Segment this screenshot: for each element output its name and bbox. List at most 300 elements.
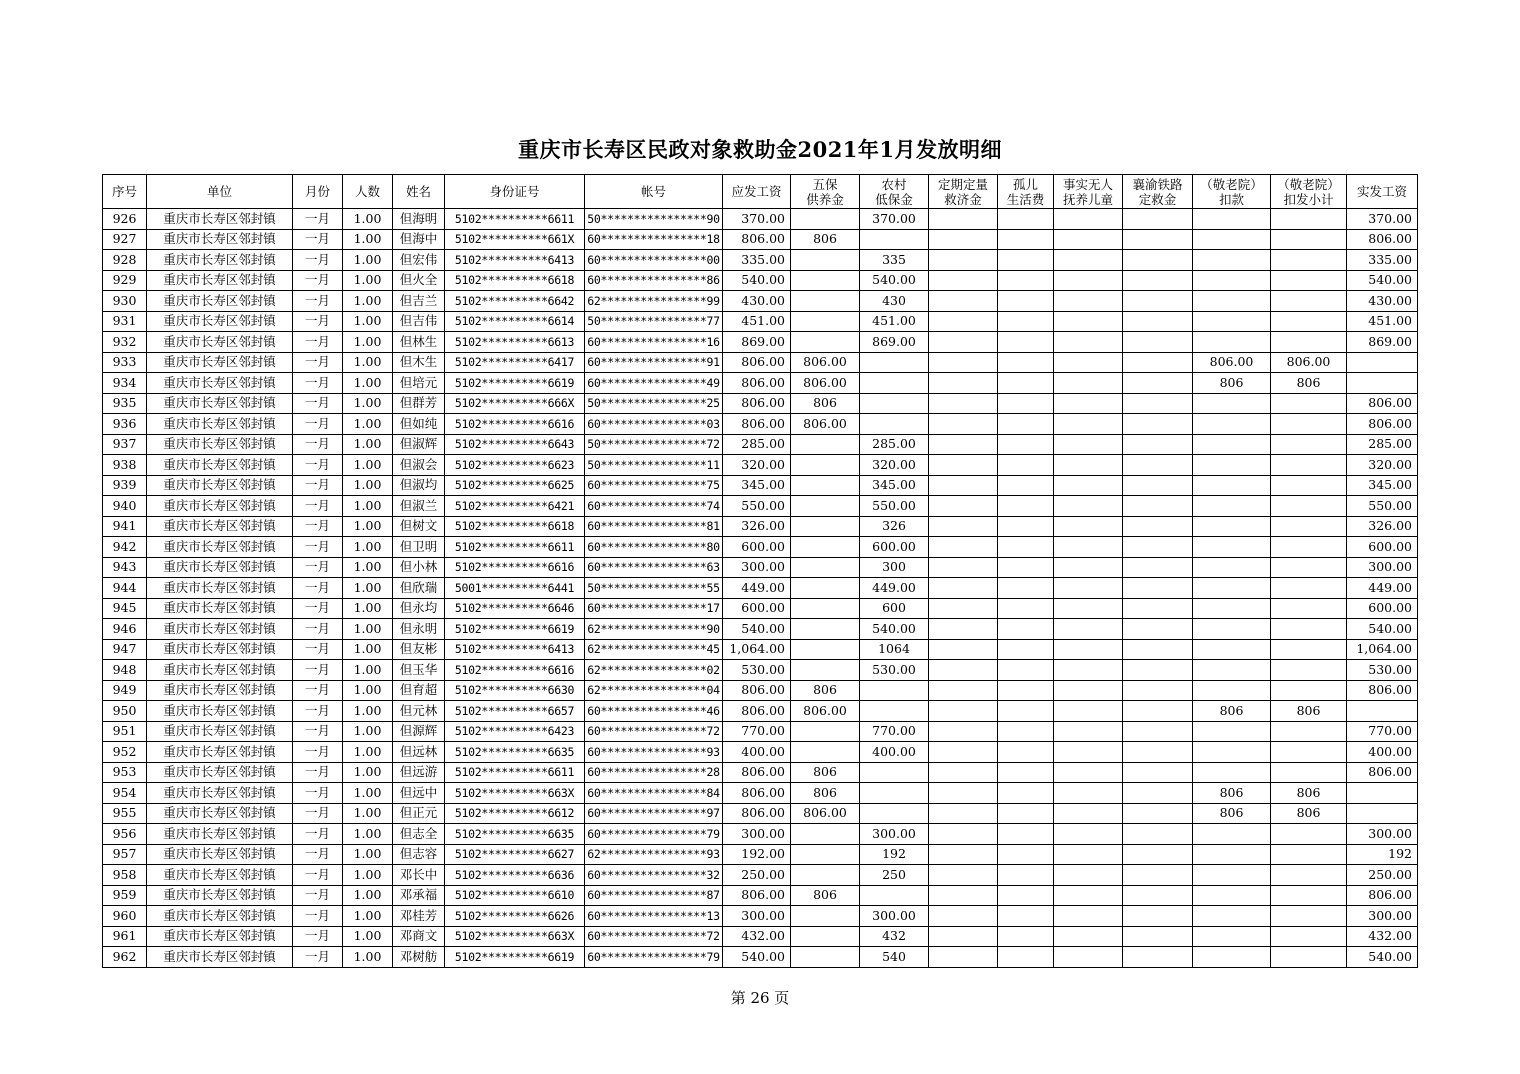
table-cell: [998, 311, 1054, 332]
table-cell: 430.00: [1347, 291, 1418, 312]
table-cell: 941: [103, 516, 147, 537]
table-cell: [998, 209, 1054, 230]
table-cell: 一月: [293, 414, 343, 435]
table-cell: [1054, 742, 1123, 763]
table-cell: 550.00: [1347, 496, 1418, 517]
table-cell: [929, 824, 998, 845]
table-cell: [1193, 865, 1271, 886]
table-cell: 1.00: [343, 598, 393, 619]
table-cell: 600.00: [1347, 537, 1418, 558]
table-cell: [998, 373, 1054, 394]
table-cell: 600.00: [723, 537, 791, 558]
table-cell: [929, 209, 998, 230]
table-cell: 806.00: [1347, 762, 1418, 783]
table-cell: [1054, 721, 1123, 742]
table-cell: [1054, 783, 1123, 804]
table-cell: [1123, 783, 1193, 804]
table-cell: 重庆市长寿区邻封镇: [147, 660, 293, 681]
table-row: [103, 824, 1418, 845]
table-cell: [998, 947, 1054, 968]
table-cell: 1.00: [343, 639, 393, 660]
table-cell: [1054, 373, 1123, 394]
table-cell: 937: [103, 434, 147, 455]
table-cell: 一月: [293, 578, 343, 599]
table-cell: [1347, 352, 1418, 373]
table-cell: [1054, 680, 1123, 701]
table-cell: [1123, 516, 1193, 537]
table-cell: [1271, 742, 1347, 763]
table-cell: 806.00: [723, 680, 791, 701]
table-cell: [1193, 475, 1271, 496]
table-cell: [1271, 721, 1347, 742]
table-cell: 1.00: [343, 250, 393, 271]
table-cell: 962: [103, 947, 147, 968]
column-header: 应发工资: [723, 175, 791, 209]
table-cell: [998, 455, 1054, 476]
table-cell: 重庆市长寿区邻封镇: [147, 762, 293, 783]
table-cell: 869.00: [1347, 332, 1418, 353]
table-cell: 806.00: [723, 393, 791, 414]
table-cell: [1123, 680, 1193, 701]
table-cell: [1193, 762, 1271, 783]
table-cell: 300.00: [723, 824, 791, 845]
table-cell: [1123, 332, 1193, 353]
table-cell: 430: [860, 291, 929, 312]
table-cell: 1064: [860, 639, 929, 660]
table-cell: [998, 578, 1054, 599]
table-cell: [929, 762, 998, 783]
table-cell: 320.00: [1347, 455, 1418, 476]
table-cell: 928: [103, 250, 147, 271]
table-cell: 但树文: [393, 516, 445, 537]
table-cell: 1.00: [343, 926, 393, 947]
table-cell: 一月: [293, 660, 343, 681]
table-cell: 959: [103, 885, 147, 906]
table-cell: 重庆市长寿区邻封镇: [147, 455, 293, 476]
column-header: 月份: [293, 175, 343, 209]
table-cell: [1054, 947, 1123, 968]
table-cell: 一月: [293, 455, 343, 476]
table-cell: 540.00: [1347, 270, 1418, 291]
table-cell: [1193, 434, 1271, 455]
table-cell: [1054, 352, 1123, 373]
table-cell: [791, 639, 860, 660]
table-cell: [929, 660, 998, 681]
column-header: 帐号: [585, 175, 723, 209]
table-cell: 5102**********6417: [445, 352, 585, 373]
table-cell: 一月: [293, 475, 343, 496]
table-cell: 806: [791, 229, 860, 250]
table-cell: 60****************74: [585, 496, 723, 517]
table-cell: [929, 250, 998, 271]
table-cell: 5102**********6619: [445, 619, 585, 640]
table-cell: 530.00: [860, 660, 929, 681]
table-row: [103, 783, 1418, 804]
table-cell: [929, 865, 998, 886]
table-cell: [929, 803, 998, 824]
table-cell: 50****************55: [585, 578, 723, 599]
table-cell: 944: [103, 578, 147, 599]
table-cell: [1271, 557, 1347, 578]
table-cell: 948: [103, 660, 147, 681]
table-cell: [1054, 537, 1123, 558]
table-cell: [1123, 270, 1193, 291]
table-cell: 60****************03: [585, 414, 723, 435]
table-cell: 953: [103, 762, 147, 783]
table-cell: 但永均: [393, 598, 445, 619]
table-cell: [1271, 762, 1347, 783]
table-cell: 60****************91: [585, 352, 723, 373]
column-header: 单位: [147, 175, 293, 209]
table-cell: 932: [103, 332, 147, 353]
table-cell: 250.00: [723, 865, 791, 886]
table-cell: 重庆市长寿区邻封镇: [147, 742, 293, 763]
table-cell: 952: [103, 742, 147, 763]
table-cell: 60****************81: [585, 516, 723, 537]
table-cell: 重庆市长寿区邻封镇: [147, 639, 293, 660]
table-cell: 1.00: [343, 803, 393, 824]
table-cell: 1.00: [343, 906, 393, 927]
table-cell: 60****************79: [585, 824, 723, 845]
table-cell: 重庆市长寿区邻封镇: [147, 619, 293, 640]
table-cell: 300.00: [723, 557, 791, 578]
table-cell: [1271, 639, 1347, 660]
table-cell: [1123, 291, 1193, 312]
table-cell: 449.00: [860, 578, 929, 599]
table-cell: 326.00: [1347, 516, 1418, 537]
table-cell: [1123, 619, 1193, 640]
table-cell: 192: [860, 844, 929, 865]
table-cell: 5102**********6421: [445, 496, 585, 517]
table-cell: 62****************90: [585, 619, 723, 640]
column-header: （敬老院） 扣发小计: [1271, 175, 1347, 209]
table-cell: [1193, 557, 1271, 578]
column-header: 姓名: [393, 175, 445, 209]
table-cell: 1.00: [343, 516, 393, 537]
table-cell: 5102**********663X: [445, 783, 585, 804]
table-cell: 1.00: [343, 352, 393, 373]
table-cell: 432.00: [1347, 926, 1418, 947]
table-cell: 806: [791, 885, 860, 906]
table-cell: 1.00: [343, 311, 393, 332]
table-cell: 但永明: [393, 619, 445, 640]
table-cell: 869.00: [860, 332, 929, 353]
table-cell: [791, 475, 860, 496]
column-header: 孤儿 生活费: [998, 175, 1054, 209]
table-cell: [1123, 311, 1193, 332]
table-cell: 60****************86: [585, 270, 723, 291]
table-cell: [998, 250, 1054, 271]
table-cell: 重庆市长寿区邻封镇: [147, 332, 293, 353]
table-row: [103, 844, 1418, 865]
table-cell: [929, 270, 998, 291]
table-cell: [1271, 885, 1347, 906]
table-cell: [1054, 455, 1123, 476]
table-cell: [1347, 783, 1418, 804]
table-cell: 1.00: [343, 373, 393, 394]
table-cell: 300: [860, 557, 929, 578]
table-cell: [1193, 926, 1271, 947]
table-cell: 60****************49: [585, 373, 723, 394]
table-cell: 一月: [293, 434, 343, 455]
table-cell: [1054, 270, 1123, 291]
table-cell: [791, 947, 860, 968]
table-cell: [1193, 537, 1271, 558]
table-cell: 5102**********661X: [445, 229, 585, 250]
table-cell: [1123, 496, 1193, 517]
table-cell: [791, 311, 860, 332]
table-cell: 946: [103, 619, 147, 640]
page-number: 第 26 页: [730, 989, 790, 1007]
table-cell: [1054, 578, 1123, 599]
table-cell: 5102**********6611: [445, 209, 585, 230]
table-cell: [860, 803, 929, 824]
table-cell: 370.00: [1347, 209, 1418, 230]
column-header: （敬老院） 扣款: [1193, 175, 1271, 209]
table-cell: 929: [103, 270, 147, 291]
table-cell: [1347, 803, 1418, 824]
table-cell: 1.00: [343, 885, 393, 906]
table-cell: [998, 496, 1054, 517]
table-row: [103, 660, 1418, 681]
table-cell: 重庆市长寿区邻封镇: [147, 906, 293, 927]
table-cell: 806: [791, 680, 860, 701]
table-cell: 5102**********6635: [445, 824, 585, 845]
table-row: [103, 639, 1418, 660]
table-cell: [1054, 291, 1123, 312]
table-cell: 806: [1193, 803, 1271, 824]
table-cell: 947: [103, 639, 147, 660]
relief-fund-table: [102, 174, 1418, 968]
table-cell: [1054, 557, 1123, 578]
table-cell: [1271, 291, 1347, 312]
table-cell: [1123, 701, 1193, 722]
table-row: [103, 865, 1418, 886]
table-cell: [929, 578, 998, 599]
table-cell: 一月: [293, 619, 343, 640]
table-cell: 一月: [293, 598, 343, 619]
table-cell: 770.00: [1347, 721, 1418, 742]
table-cell: [1193, 270, 1271, 291]
table-cell: [1271, 660, 1347, 681]
table-cell: 1.00: [343, 824, 393, 845]
column-header: 五保 供养金: [791, 175, 860, 209]
table-cell: 930: [103, 291, 147, 312]
table-cell: 60****************46: [585, 701, 723, 722]
table-cell: 一月: [293, 742, 343, 763]
table-cell: [929, 455, 998, 476]
table-cell: 806.00: [723, 229, 791, 250]
table-cell: [1271, 598, 1347, 619]
table-cell: [998, 516, 1054, 537]
table-cell: 5102**********663X: [445, 926, 585, 947]
table-cell: [791, 844, 860, 865]
table-cell: 300.00: [723, 906, 791, 927]
table-cell: 600.00: [723, 598, 791, 619]
table-cell: [1054, 865, 1123, 886]
table-cell: [1271, 844, 1347, 865]
table-cell: [791, 578, 860, 599]
column-header: 事实无人 抚养儿童: [1054, 175, 1123, 209]
table-cell: 一月: [293, 906, 343, 927]
table-cell: [1271, 393, 1347, 414]
table-cell: [998, 414, 1054, 435]
table-cell: 重庆市长寿区邻封镇: [147, 783, 293, 804]
table-cell: 一月: [293, 516, 343, 537]
table-cell: 550.00: [723, 496, 791, 517]
table-row: [103, 701, 1418, 722]
table-cell: [1193, 250, 1271, 271]
table-cell: 一月: [293, 557, 343, 578]
table-cell: 1.00: [343, 434, 393, 455]
table-cell: 540.00: [723, 619, 791, 640]
table-cell: 一月: [293, 721, 343, 742]
table-cell: 邓承福: [393, 885, 445, 906]
table-cell: 50****************90: [585, 209, 723, 230]
table-cell: 60****************00: [585, 250, 723, 271]
table-cell: [1193, 680, 1271, 701]
table-cell: [998, 660, 1054, 681]
table-cell: 432: [860, 926, 929, 947]
table-cell: [1193, 229, 1271, 250]
table-cell: 934: [103, 373, 147, 394]
table-cell: 942: [103, 537, 147, 558]
table-cell: [1054, 844, 1123, 865]
table-row: [103, 475, 1418, 496]
table-row: [103, 906, 1418, 927]
table-cell: 但淑均: [393, 475, 445, 496]
table-cell: 62****************45: [585, 639, 723, 660]
table-row: [103, 291, 1418, 312]
table-cell: 一月: [293, 270, 343, 291]
table-cell: [791, 537, 860, 558]
table-cell: [1123, 537, 1193, 558]
table-cell: 806: [791, 762, 860, 783]
table-cell: 806.00: [723, 783, 791, 804]
table-cell: [1123, 947, 1193, 968]
table-cell: [1123, 557, 1193, 578]
table-cell: 60****************84: [585, 783, 723, 804]
table-cell: 但友彬: [393, 639, 445, 660]
table-cell: 但木生: [393, 352, 445, 373]
table-cell: 806: [1193, 701, 1271, 722]
table-cell: [1054, 906, 1123, 927]
table-cell: 530.00: [1347, 660, 1418, 681]
table-cell: 285.00: [723, 434, 791, 455]
table-cell: 一月: [293, 680, 343, 701]
table-cell: 但志容: [393, 844, 445, 865]
table-cell: [1054, 639, 1123, 660]
table-cell: 一月: [293, 352, 343, 373]
table-cell: [1054, 393, 1123, 414]
table-cell: 重庆市长寿区邻封镇: [147, 803, 293, 824]
table-cell: 60****************72: [585, 721, 723, 742]
table-cell: [1271, 578, 1347, 599]
table-cell: [1193, 639, 1271, 660]
table-cell: [1193, 824, 1271, 845]
table-cell: [998, 537, 1054, 558]
table-cell: 5102**********6657: [445, 701, 585, 722]
table-cell: 50****************77: [585, 311, 723, 332]
table-cell: 345.00: [723, 475, 791, 496]
table-cell: 285.00: [1347, 434, 1418, 455]
table-cell: 451.00: [860, 311, 929, 332]
table-row: [103, 229, 1418, 250]
table-cell: 重庆市长寿区邻封镇: [147, 865, 293, 886]
table-cell: [929, 926, 998, 947]
table-cell: [998, 885, 1054, 906]
table-cell: 600.00: [860, 537, 929, 558]
table-body: [103, 209, 1418, 968]
table-cell: 540: [860, 947, 929, 968]
table-cell: 但淑辉: [393, 434, 445, 455]
table-cell: [998, 680, 1054, 701]
table-cell: 806.00: [1271, 352, 1347, 373]
table-cell: [998, 352, 1054, 373]
table-cell: 一月: [293, 496, 343, 517]
table-cell: 5102**********6625: [445, 475, 585, 496]
table-cell: [1271, 947, 1347, 968]
table-cell: 1.00: [343, 393, 393, 414]
table-cell: 但培元: [393, 373, 445, 394]
table-cell: 250: [860, 865, 929, 886]
table-cell: 1.00: [343, 947, 393, 968]
table-cell: 1.00: [343, 291, 393, 312]
table-cell: 300.00: [1347, 906, 1418, 927]
table-cell: [1123, 475, 1193, 496]
table-cell: [791, 926, 860, 947]
table-cell: [860, 680, 929, 701]
table-cell: 1.00: [343, 414, 393, 435]
table-cell: 1.00: [343, 496, 393, 517]
table-row: [103, 803, 1418, 824]
table-cell: 320.00: [860, 455, 929, 476]
table-cell: 940: [103, 496, 147, 517]
table-cell: 1.00: [343, 660, 393, 681]
table-cell: [1054, 660, 1123, 681]
table-cell: 重庆市长寿区邻封镇: [147, 291, 293, 312]
table-row: [103, 414, 1418, 435]
table-cell: [1054, 229, 1123, 250]
table-cell: 但火全: [393, 270, 445, 291]
table-cell: 但正元: [393, 803, 445, 824]
table-cell: 1.00: [343, 762, 393, 783]
table-cell: 449.00: [1347, 578, 1418, 599]
table-cell: 60****************80: [585, 537, 723, 558]
table-cell: 1.00: [343, 270, 393, 291]
table-cell: 806.00: [791, 373, 860, 394]
table-cell: 但海明: [393, 209, 445, 230]
table-cell: [929, 947, 998, 968]
table-cell: 5102**********6642: [445, 291, 585, 312]
table-cell: [1193, 578, 1271, 599]
table-cell: 但远林: [393, 742, 445, 763]
column-header: 人数: [343, 175, 393, 209]
table-cell: [1123, 906, 1193, 927]
column-header: 襄渝铁路 定救金: [1123, 175, 1193, 209]
table-row: [103, 926, 1418, 947]
table-row: [103, 373, 1418, 394]
table-cell: 重庆市长寿区邻封镇: [147, 578, 293, 599]
table-cell: [1123, 844, 1193, 865]
table-cell: 1,064.00: [723, 639, 791, 660]
table-cell: 770.00: [860, 721, 929, 742]
table-cell: 926: [103, 209, 147, 230]
table-cell: 5102**********6618: [445, 516, 585, 537]
table-cell: 5102**********6614: [445, 311, 585, 332]
table-cell: 60****************28: [585, 762, 723, 783]
table-cell: [998, 332, 1054, 353]
